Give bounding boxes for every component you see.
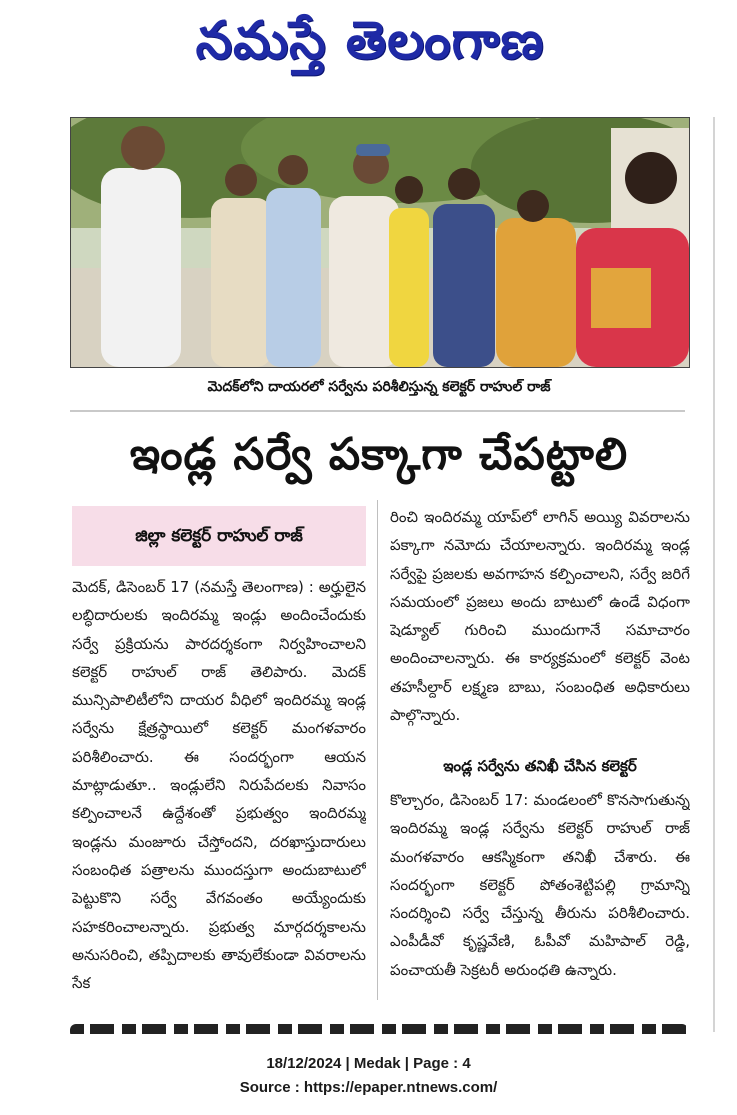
article-inner-subhead: ఇండ్ల సర్వేను తనిఖీ చేసిన కలెక్టర్ [443,757,637,775]
photo-caption: మెదక్‌లోని దాయరలో సర్వేను పరిశీలిస్తున్న కలెక్టర్ రాహుల్ రాజ్ [207,379,551,395]
next-article-cut-headline [70,1022,688,1034]
footer-date-page: 18/12/2024 | Medak | Page : 4 [266,1055,471,1072]
divider-rule [70,410,685,412]
footer-source: Source : https://epaper.ntnews.com/ [239,1079,498,1096]
page-footer [0,1052,737,1102]
newspaper-logo: నమస్తే తెలంగాణ [195,11,545,71]
article-body-left: మెదక్, డిసెంబర్ 17 (నమస్తే తెలంగాణ) : అర్హులైన లబ్ధిదారులకు ఇందిరమ్మ ఇండ్లు అందించేందుకు సర్వే ప్రక్రియను పారదర్శకంగా నిర్వహించాలని కలెక్టర్ రాహుల్ రాజ్ తెలిపారు. మెదక్ మున్సిపాలిటీలోని దాయర వీధిలో ఇందిరమ్మ ఇండ్ల సర్వేను క్షేత్రస్థాయిలో కలెక్టర్ మంగళవారం పరిశీలించారు. ఈ సందర్భంగా ఆయన మాట్లాడుతూ.. ఇండ్లులేని నిరుపేదలకు నివాసం కల్పించాలనే ఉద్దేశంతో ప్రభుత్వం ఇందిరమ్మ ఇండ్లను మంజూరు చేస్తోందని, దరఖాస్తుదారులు సంబంధిత పత్రాలను ముందస్తుగా అందుబాటులో పెట్టుకొని సర్వే వేగవంతం అయ్యేందుకు సహకరించాలన్నారు. ప్రభుత్వ మార్గదర్శకాలను అనుసరించి, తప్పిదాలకు తావులేకుండా వివరాలను సేక [72,578,366,993]
article-subhead: జిల్లా కలెక్టర్ రాహుల్ రాజ్ [72,506,366,566]
masthead [0,0,737,100]
article-body-right-2: కొల్చారం, డిసెంబర్ 17: మండలంలో కొనసాగుతున్న ఇందిరమ్మ ఇండ్ల సర్వేను కలెక్టర్ రాహుల్ రాజ్ మంగళవారం ఆకస్మికంగా తనిఖీ చేశారు. ఈ సందర్భంగా కలెక్టర్ పోతంశెట్టిపల్లి గ్రామాన్ని సందర్శించి సర్వే చేస్తున్న తీరును పరిశీలించారు. ఎంపీడీవో కృష్ణవేణి, ఓపీవో మహిపాల్ రెడ్డి, పంచాయతీ సెక్రటరీ అరుంధతి ఉన్నారు. [390,791,690,979]
column-divider [377,500,378,1000]
article-headline: ఇండ్ల సర్వే పక్కాగా చేపట్టాలి [129,429,629,480]
article-body-right: రించి ఇందిరమ్మ యాప్‌లో లాగిన్ అయ్యి వివరాలను పక్కాగా నమోదు చేయాలన్నారు. ఇందిరమ్మ ఇండ్ల సర్వేపై ప్రజలకు అవగాహన కల్పించాలని, సర్వే జరిగే సమయంలో ప్రజలు అందు బాటులో ఉండే విధంగా షెడ్యూల్ గురించి ముందుగానే సమాచారం అందించాలన్నారు. ఈ కార్యక్రమంలో కలెక్టర్ వెంట తహసీల్దార్ లక్ష్మణ బాబు, సంబంధిత అధికారులు పాల్గొన్నారు. [390,508,690,725]
column-edge-rule [713,117,715,1032]
news-photo [70,117,690,368]
